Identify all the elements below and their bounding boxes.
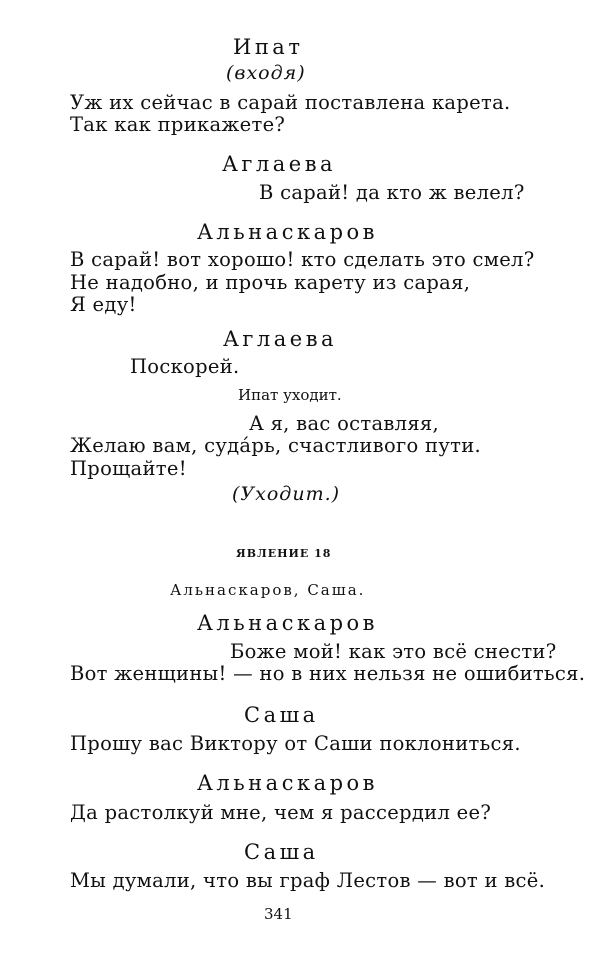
scene-title: ЯВЛЕНИЕ 18	[236, 547, 332, 560]
speaker-aglaeva: Аглаева	[222, 152, 337, 176]
stage-direction-exits: (Уходит.)	[232, 483, 341, 505]
speaker-sasha: Саша	[244, 840, 319, 864]
verse-line: Прощайте!	[70, 457, 187, 480]
scene-characters: Альнаскаров, Саша.	[170, 581, 366, 599]
verse-line: В сарай! да кто ж велел?	[259, 181, 525, 204]
verse-line: Так как прикажете?	[70, 113, 286, 136]
verse-line: Прошу вас Виктору от Саши поклониться.	[70, 732, 521, 755]
speaker-alnaskarov: Альнаскаров	[197, 220, 379, 244]
speaker-ipat: Ипат	[233, 35, 304, 59]
verse-line: Желаю вам, суда́рь, счастливого пути.	[70, 434, 481, 457]
stage-direction-ipat-exits: Ипат уходит.	[238, 386, 342, 404]
stage-direction-entering: (входя)	[226, 62, 306, 84]
speaker-alnaskarov: Альнаскаров	[197, 771, 379, 795]
verse-line: Не надобно, и прочь карету из сарая,	[70, 271, 471, 294]
verse-line: Вот женщины! — но в них нельзя не ошибиться.	[70, 662, 586, 685]
speaker-sasha: Саша	[244, 703, 319, 727]
verse-line: А я, вас оставляя,	[249, 412, 440, 435]
speaker-aglaeva: Аглаева	[223, 327, 338, 351]
speaker-alnaskarov: Альнаскаров	[197, 611, 379, 635]
page-number: 341	[264, 905, 293, 923]
verse-line: Да растолкуй мне, чем я рассердил ее?	[70, 801, 492, 824]
verse-line: Мы думали, что вы граф Лестов — вот и всё.	[70, 869, 546, 892]
verse-line: В сарай! вот хорошо! кто сделать это смел?	[70, 248, 535, 271]
verse-line: Я еду!	[70, 293, 137, 316]
verse-line: Боже мой! как это всё снести?	[230, 640, 557, 663]
verse-line: Уж их сейчас в сарай поставлена карета.	[70, 91, 511, 114]
verse-line: Поскорей.	[130, 355, 240, 378]
